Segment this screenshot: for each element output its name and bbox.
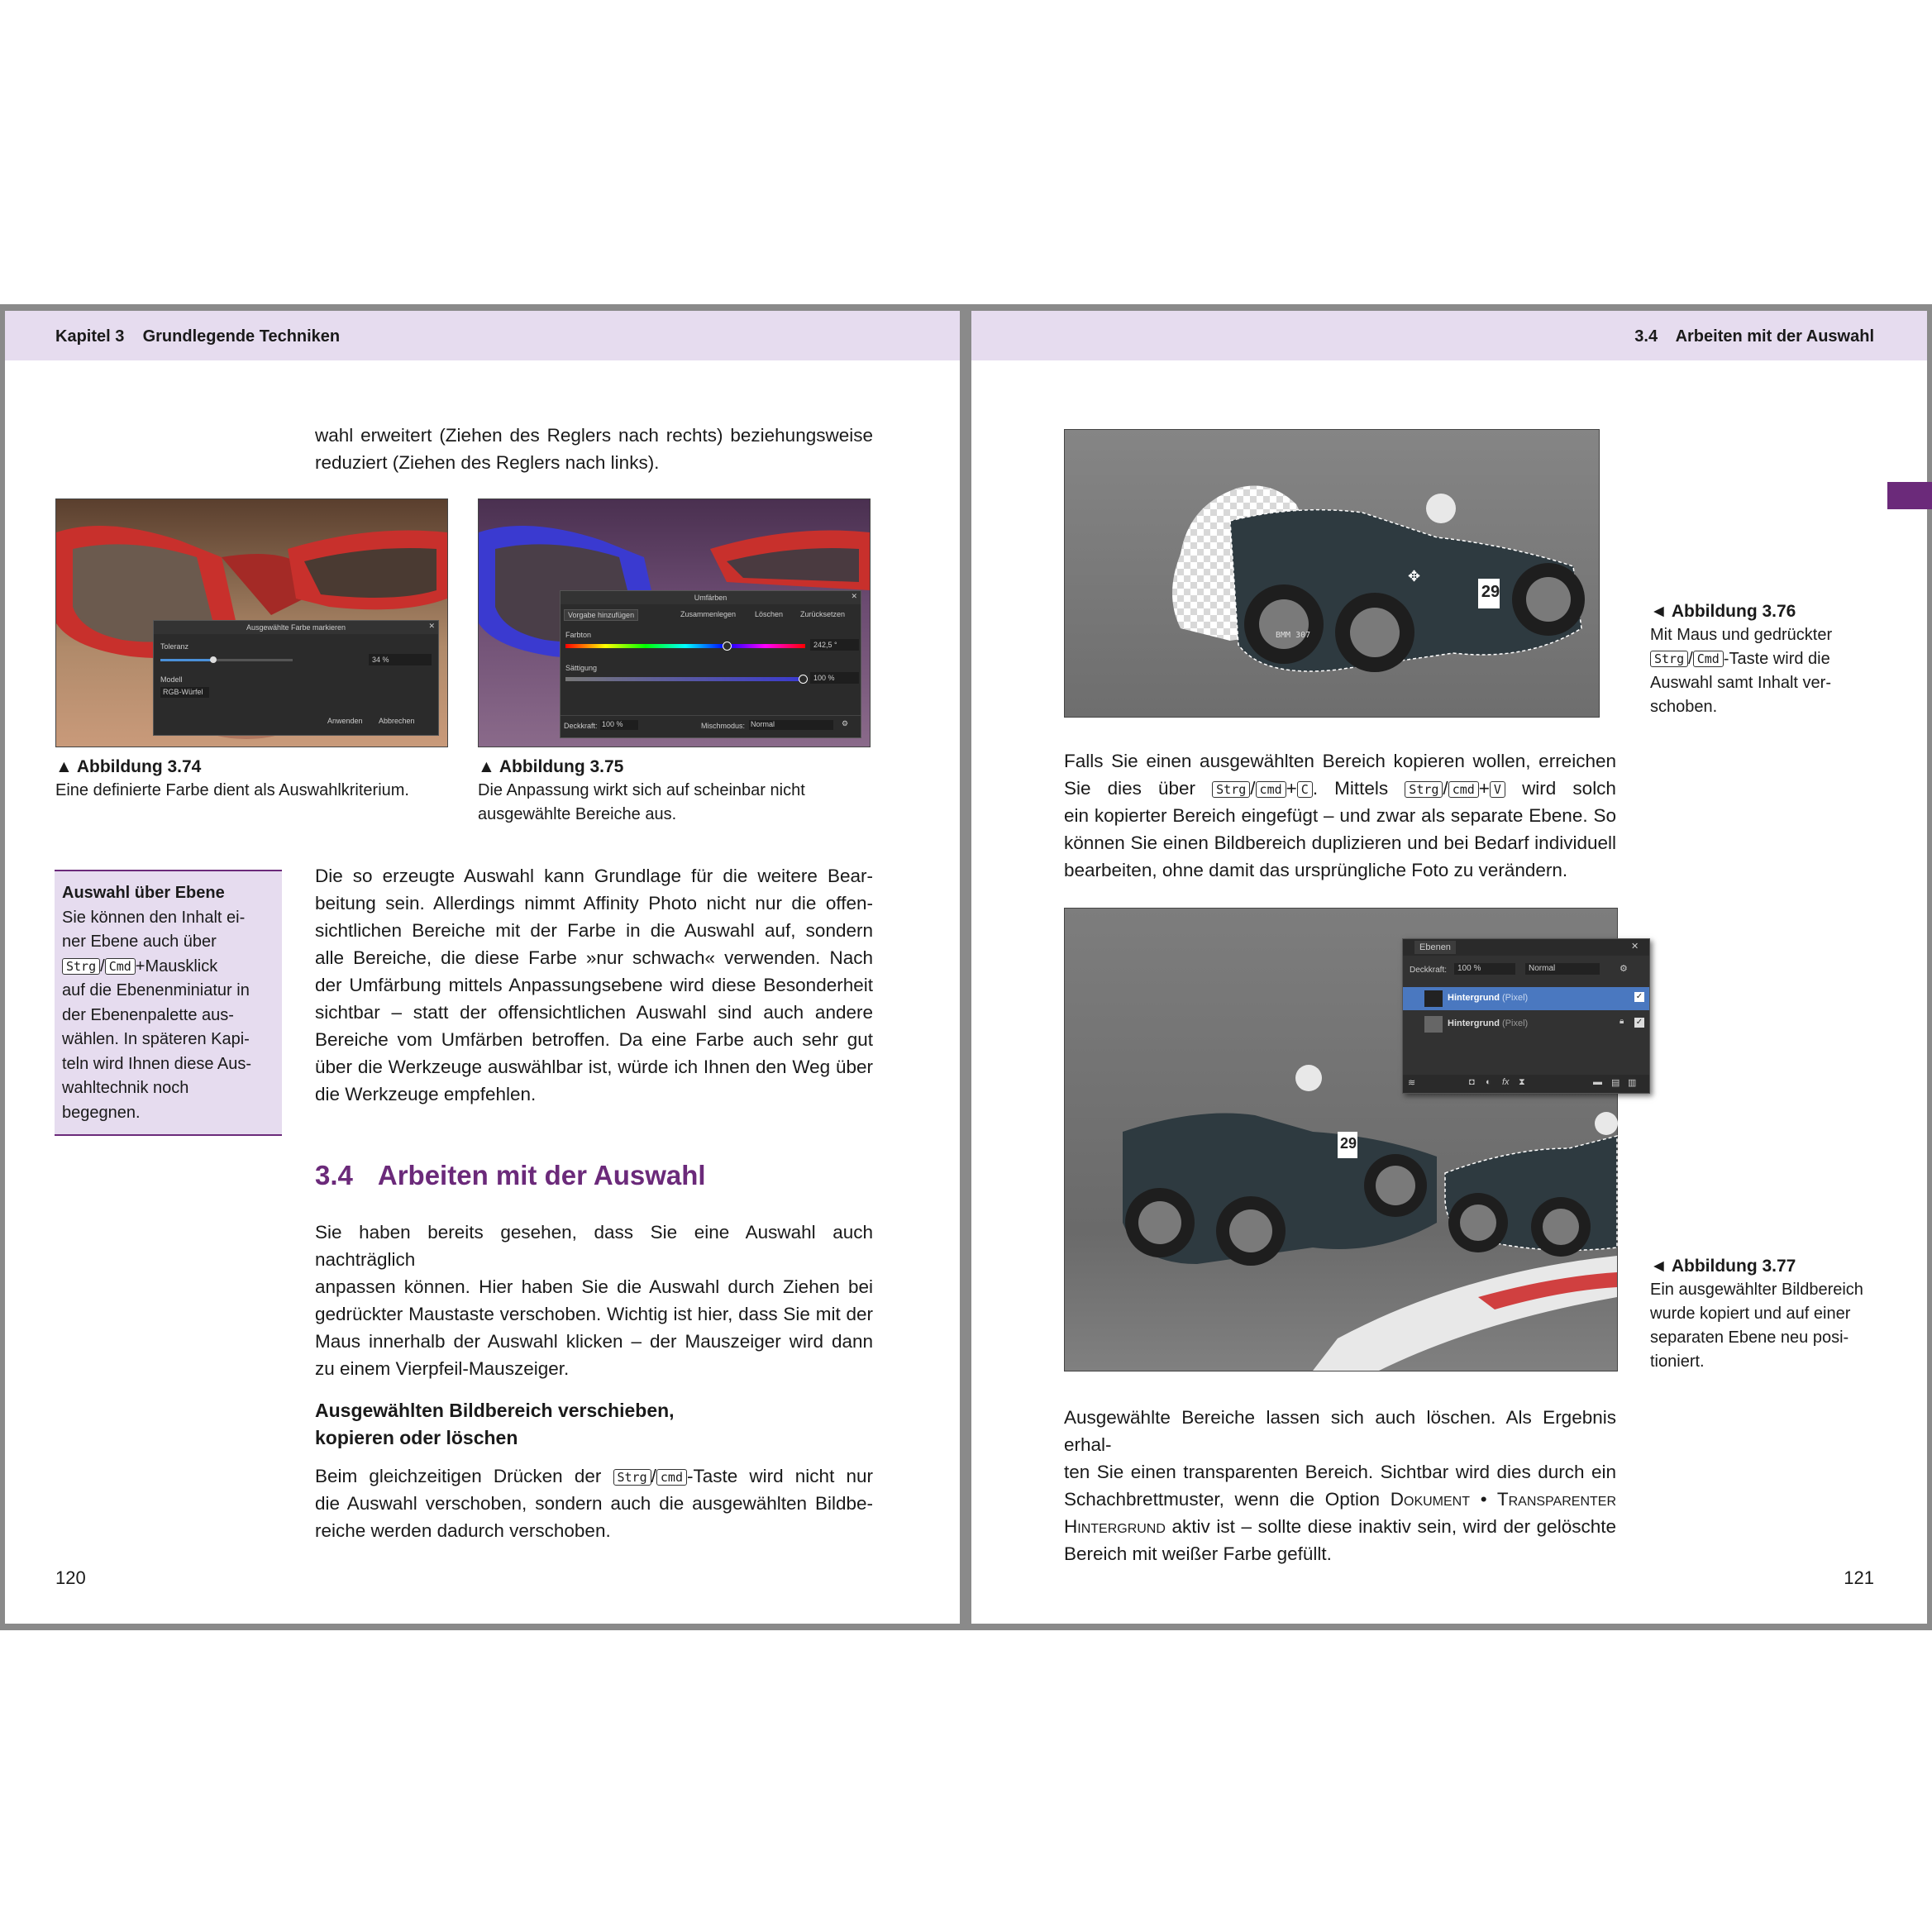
text-line: sichtbar – statt der offensichtlichen Auswahl sind auch andere (315, 1002, 873, 1023)
adjustment-icon[interactable]: ◐ (1486, 1077, 1491, 1087)
caption-3-75 (478, 755, 875, 827)
text-line: Sie dies über Strg / cmd + C . Mittels Strg / cmd + V wird solch (1064, 778, 1616, 799)
text-fragment: -Taste wird nicht nur (686, 1466, 873, 1486)
figure-3-76 (1064, 429, 1600, 718)
close-icon[interactable]: ✕ (428, 622, 435, 630)
gear-icon[interactable]: ⚙ (1620, 964, 1628, 974)
cmd-key: cmd (1256, 781, 1286, 798)
text-fragment: +Mausklick (135, 956, 218, 976)
layers-toolbar (1403, 1075, 1649, 1093)
blend-select[interactable]: Normal (749, 720, 833, 730)
layers-stack-icon[interactable]: ≋ (1408, 1078, 1416, 1088)
visibility-checkbox[interactable]: ✓ (1635, 992, 1643, 1001)
strg-key: Strg (1405, 781, 1443, 798)
hue-slider[interactable] (565, 644, 805, 648)
strg-key: Strg (62, 958, 100, 975)
text-line: der Ebenenpalette aus- (62, 1005, 234, 1024)
caption-3-76 (1650, 599, 1882, 719)
section-heading (315, 1160, 706, 1191)
page-number-left: 120 (55, 1567, 86, 1588)
caption-line: Die Anpassung wirkt sich auf scheinbar nicht (478, 781, 805, 799)
figure-3-75 (478, 499, 871, 747)
cmd-key: Cmd (105, 958, 136, 975)
folder-icon[interactable]: ▬ (1593, 1077, 1602, 1087)
menu-path: Hintergrund (1064, 1516, 1166, 1537)
close-icon[interactable]: ✕ (851, 592, 857, 600)
trash-icon[interactable]: ▥ (1628, 1078, 1637, 1088)
caption-text: Eine definierte Farbe dient als Auswahlkriterium. (55, 781, 409, 799)
text-line: über die Werkzeuge auswählbar ist, würde ich Ihnen den Weg über (315, 1057, 873, 1077)
text-line: Maus innerhalb der Auswahl klicken – der Mauszeiger wird dann (315, 1331, 873, 1352)
text-line (1064, 1513, 1616, 1540)
caption-line: Strg / Cmd -Taste wird die (1650, 647, 1882, 671)
text-line (1064, 1486, 1616, 1513)
text-line: anpassen können. Hier haben Sie die Auswahl durch Ziehen bei (315, 1276, 873, 1297)
text-line: bearbeiten, ohne damit das ursprüngliche Foto zu verändern. (1064, 860, 1568, 880)
recolor-dialog (560, 590, 861, 738)
saturation-label: Sättigung (565, 664, 598, 672)
text-line: zu einem Vierpfeil-Mauszeiger. (315, 1358, 570, 1379)
caption-line: Auswahl samt Inhalt ver- (1650, 674, 1831, 692)
text-fragment: Beim gleichzeitigen Drücken der (315, 1466, 602, 1486)
text-line (62, 955, 277, 980)
info-box-title: Auswahl über Ebene (62, 884, 225, 902)
blend-label: Mischmodus: (701, 722, 746, 730)
caption-line: schoben. (1650, 698, 1718, 716)
model-label: Modell (160, 675, 183, 684)
text-line: wählen. In späteren Kapi- (62, 1030, 250, 1048)
strg-key: Strg (613, 1469, 651, 1486)
text-fragment: aktiv ist – sollte diese inaktiv sein, wird der gelöschte (1171, 1516, 1616, 1537)
text-fragment: Schachbrettmuster, wenn die Option (1064, 1489, 1381, 1510)
layer-label: Hintergrund (Pixel) (1448, 1018, 1529, 1028)
paragraph-1 (315, 862, 873, 1108)
v-key: V (1490, 781, 1505, 798)
caption-line: Ein ausgewählter Bildbereich (1650, 1281, 1863, 1299)
model-select[interactable]: RGB-Würfel (160, 687, 209, 698)
text-line: die Auswahl verschoben, sondern auch die ausgewählten Bildbe- (315, 1493, 873, 1514)
mask-icon[interactable]: ◘ (1469, 1077, 1475, 1087)
text-line: Falls Sie einen ausgewählten Bereich kopieren wollen, erreichen (1064, 751, 1616, 771)
text-line: der Umfärbung mittels Anpassungsebene wird diese Besonderheit (315, 975, 873, 995)
text-line: Sie haben bereits gesehen, dass Sie eine Auswahl auch nachträglich (315, 1222, 873, 1270)
section-title: Arbeiten mit der Auswahl (377, 1160, 706, 1190)
running-header-left (5, 311, 960, 360)
text-line: Sie können den Inhalt ei- (62, 908, 246, 927)
tolerance-value[interactable]: 34 % (369, 654, 432, 665)
right-paragraph-1 (1064, 747, 1616, 884)
dialog-title: Umfärben (561, 591, 861, 604)
running-header-right (971, 311, 1927, 360)
page-right (971, 311, 1927, 1624)
select-color-dialog (153, 620, 439, 736)
text-line: die Werkzeuge empfehlen. (315, 1084, 537, 1104)
caption-3-77 (1650, 1254, 1890, 1374)
dialog-title: Ausgewählte Farbe markieren (154, 621, 438, 634)
figure-3-77 (1064, 908, 1643, 1371)
tolerance-label: Toleranz (160, 642, 189, 651)
opacity-label: Deckkraft: (564, 722, 598, 730)
cancel-button[interactable]: Abbrechen (379, 717, 415, 725)
caption-title: ▲ Abbildung 3.75 (478, 757, 624, 776)
paragraph-2 (315, 1219, 873, 1382)
text-line: begegnen. (62, 1103, 141, 1122)
text-fragment: wird solch (1522, 778, 1616, 799)
text-fragment: -Taste wird die (1723, 650, 1830, 668)
cmd-key: Cmd (1693, 651, 1724, 667)
hourglass-icon[interactable]: ⧗ (1519, 1077, 1525, 1087)
header-text: Kapitel 3 Grundlegende Techniken (55, 327, 341, 346)
strg-key: Strg (1212, 781, 1250, 798)
saturation-value[interactable]: 100 % (810, 672, 859, 684)
text-line: reiche werden dadurch verschoben. (315, 1520, 611, 1541)
layer-thumbnail (1424, 990, 1443, 1007)
text-line: Bereiche vom Umfärben betroffen. Da eine Farbe auch sehr gut (315, 1029, 873, 1050)
opacity-select[interactable]: 100 % (600, 720, 638, 730)
text-fragment: . Mittels (1312, 778, 1389, 799)
layers-panel (1402, 938, 1650, 1094)
saturation-slider[interactable] (565, 677, 805, 681)
text-line: wahl erweitert (Ziehen des Reglers nach rechts) beziehungsweise (315, 425, 873, 446)
reset-button[interactable]: Zurücksetzen (800, 610, 846, 618)
caption-title: ▲ Abbildung 3.74 (55, 757, 202, 776)
text-line: Ausgewählte Bereiche lassen sich auch löschen. Als Ergebnis erhal- (1064, 1407, 1616, 1455)
info-box (55, 870, 282, 1136)
caption-line: Mit Maus und gedrückter (1650, 626, 1833, 644)
figure-3-74 (55, 499, 448, 747)
caption-3-74 (55, 755, 452, 803)
layer-label: Hintergrund (Pixel) (1448, 993, 1529, 1003)
text-line: gedrückter Maustaste verschoben. Wichtig ist hier, dass Sie mit der (315, 1304, 873, 1324)
caption-line: separaten Ebene neu posi- (1650, 1329, 1849, 1347)
car-number: 29 (1481, 583, 1500, 601)
strg-key: Strg (1650, 651, 1688, 667)
opacity-select[interactable]: 100 % (1454, 963, 1515, 975)
cmd-key: cmd (1448, 781, 1479, 798)
text-line: ten Sie einen transparenten Bereich. Sichtbar wird dies durch ein (1064, 1462, 1616, 1482)
page-number-right: 121 (1844, 1567, 1874, 1588)
visibility-checkbox[interactable]: ✓ (1635, 1018, 1643, 1027)
page-left (5, 311, 960, 1624)
subheading (315, 1397, 675, 1452)
blend-mode-select[interactable]: Normal (1525, 963, 1600, 975)
opacity-label: Deckkraft: (1410, 966, 1448, 975)
caption-line: ausgewählte Bereiche aus. (478, 805, 677, 823)
text-line: ein kopierter Bereich eingefügt – und zwar als separate Ebene. So (1064, 805, 1616, 826)
section-number: 3.4 (315, 1160, 353, 1190)
new-layer-icon[interactable]: ▤ (1611, 1078, 1620, 1088)
book-spread (0, 304, 1932, 1630)
hue-label: Farbton (565, 631, 592, 639)
text-line: alle Bereiche, die diese Farbe »nur schwach« verwenden. Nach (315, 947, 873, 968)
text-fragment: Sie dies über (1064, 778, 1196, 799)
text-line: auf die Ebenenminiatur in (62, 981, 250, 999)
text-line: Bereich mit weißer Farbe gefüllt. (1064, 1543, 1332, 1564)
text-line: Beim gleichzeitigen Drücken der Strg / cmd -Taste wird nicht nur (315, 1466, 873, 1486)
text-line: wahltechnik noch (62, 1079, 189, 1097)
add-preset-button[interactable]: Vorgabe hinzufügen (564, 609, 638, 621)
hue-value[interactable]: 242,5 ° (810, 639, 859, 651)
text-line: Die so erzeugte Auswahl kann Grundlage für die weitere Bear- (315, 866, 873, 886)
gear-icon[interactable]: ⚙ (842, 719, 849, 727)
caption-title: ◄ Abbildung 3.77 (1650, 1257, 1796, 1276)
intro-text (315, 422, 873, 476)
slash: / (100, 956, 105, 976)
tab-layers[interactable]: Ebenen (1414, 941, 1456, 954)
caption-line: tioniert. (1650, 1352, 1705, 1371)
subheading-line: kopieren oder löschen (315, 1427, 518, 1448)
chapter-edge-tab (1887, 482, 1932, 509)
layer-row[interactable] (1403, 1013, 1649, 1036)
merge-button[interactable]: Zusammenlegen (680, 610, 737, 618)
text-line: teln wird Ihnen diese Aus- (62, 1054, 252, 1073)
fx-icon[interactable]: fx (1502, 1077, 1510, 1087)
text-line: ner Ebene auch über (62, 933, 217, 951)
c-key: C (1297, 781, 1313, 798)
move-cursor-icon: ✥ (1408, 568, 1421, 584)
tolerance-slider[interactable] (160, 659, 293, 661)
subheading-line: Ausgewählten Bildbereich verschieben, (315, 1400, 675, 1421)
caption-title: ◄ Abbildung 3.76 (1650, 602, 1796, 621)
license-plate: BMM 307 (1276, 631, 1311, 640)
apply-button[interactable]: Anwenden (327, 717, 363, 725)
lock-icon[interactable]: 🔒︎ (1620, 1017, 1624, 1026)
right-paragraph-2 (1064, 1404, 1616, 1567)
text-line: reduziert (Ziehen des Reglers nach links). (315, 452, 660, 473)
header-text: 3.4 Arbeiten mit der Auswahl (1634, 327, 1874, 346)
racecar-moved-image (1065, 430, 1599, 717)
layer-thumbnail (1424, 1016, 1443, 1033)
delete-button[interactable]: Löschen (755, 610, 784, 618)
text-line: beitung sein. Allerdings nimmt Affinity Photo nicht nur die offen- (315, 893, 873, 914)
close-icon[interactable]: ✕ (1631, 942, 1639, 952)
paragraph-3 (315, 1462, 873, 1544)
layer-row-selected[interactable] (1403, 987, 1649, 1010)
text-line: sichtlichen Bereiche mit der Farbe in die Auswahl auf, sondern (315, 920, 873, 941)
text-line: können Sie einen Bildbereich duplizieren und bei Bedarf individuell (1064, 832, 1616, 853)
cmd-key: cmd (656, 1469, 687, 1486)
caption-line: wurde kopiert und auf einer (1650, 1305, 1851, 1323)
menu-path: Dokument • Transparenter (1390, 1489, 1616, 1510)
car-number: 29 (1339, 1135, 1357, 1152)
